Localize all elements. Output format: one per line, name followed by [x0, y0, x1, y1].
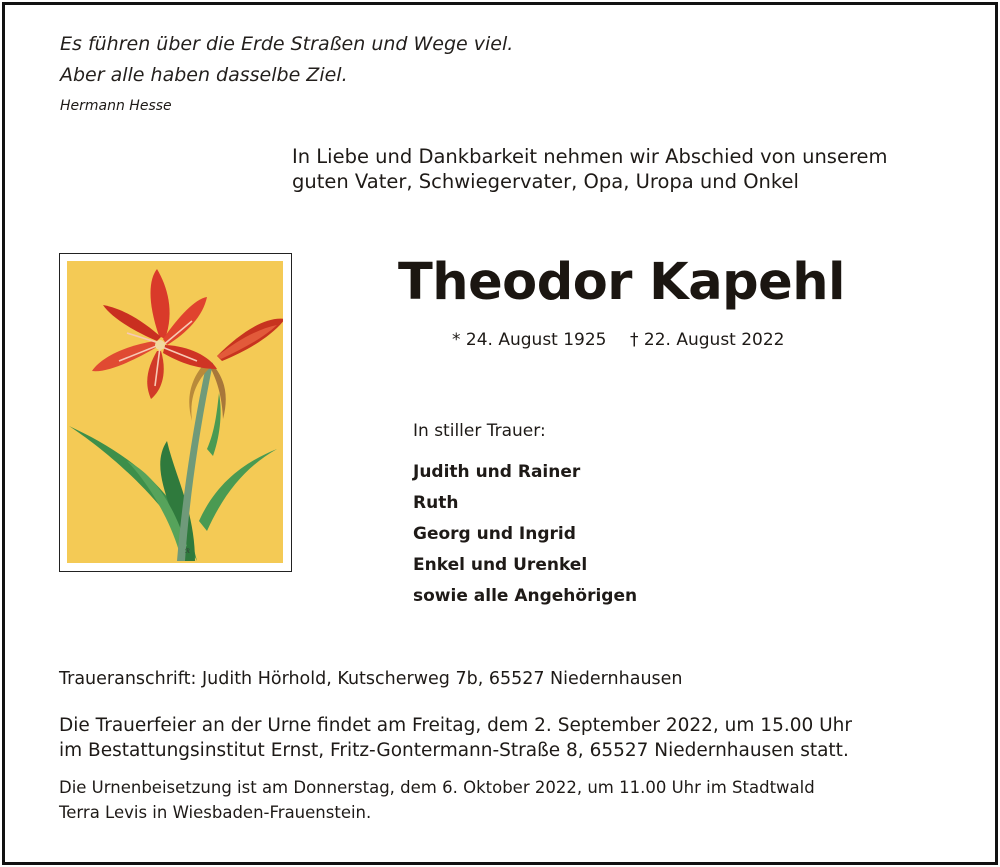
quote-line-1: Es führen über die Erde Straßen und Wege viel. [60, 33, 514, 55]
amaryllis-image [67, 261, 283, 563]
amaryllis-painting [59, 253, 292, 572]
burial-line-2: Terra Levis in Wiesbaden-Frauenstein. [59, 803, 372, 822]
mourning-heading: In stiller Trauer: [413, 421, 546, 441]
mourner-name: Ruth [413, 493, 459, 513]
svg-text:ℛ: ℛ [185, 548, 190, 555]
mourner-name: Judith und Rainer [413, 462, 581, 482]
mourner-name: sowie alle Angehörigen [413, 586, 638, 606]
quote-author: Hermann Hesse [60, 98, 172, 114]
mourner-name: Enkel und Urenkel [413, 555, 588, 575]
death-date: † 22. August 2022 [630, 330, 785, 350]
quote-line-2: Aber alle haben dasselbe Ziel. [60, 64, 348, 86]
mourning-address: Traueranschrift: Judith Hörhold, Kutscherweg 7b, 65527 Niedernhausen [59, 669, 683, 689]
intro-line-1: In Liebe und Dankbarkeit nehmen wir Abschied von unserem [292, 145, 888, 168]
ceremony-line-2: im Bestattungsinstitut Ernst, Fritz-Gontermann-Straße 8, 65527 Niedernhausen statt. [59, 740, 849, 761]
birth-date: * 24. August 1925 [452, 330, 607, 350]
deceased-name: Theodor Kapehl [398, 253, 845, 312]
mourner-name: Georg und Ingrid [413, 524, 576, 544]
intro-line-2: guten Vater, Schwiegervater, Opa, Uropa und Onkel [292, 170, 799, 193]
ceremony-line-1: Die Trauerfeier an der Urne findet am Freitag, dem 2. September 2022, um 15.00 Uhr [59, 715, 853, 736]
burial-line-1: Die Urnenbeisetzung ist am Donnerstag, dem 6. Oktober 2022, um 11.00 Uhr im Stadtwald [59, 778, 815, 797]
